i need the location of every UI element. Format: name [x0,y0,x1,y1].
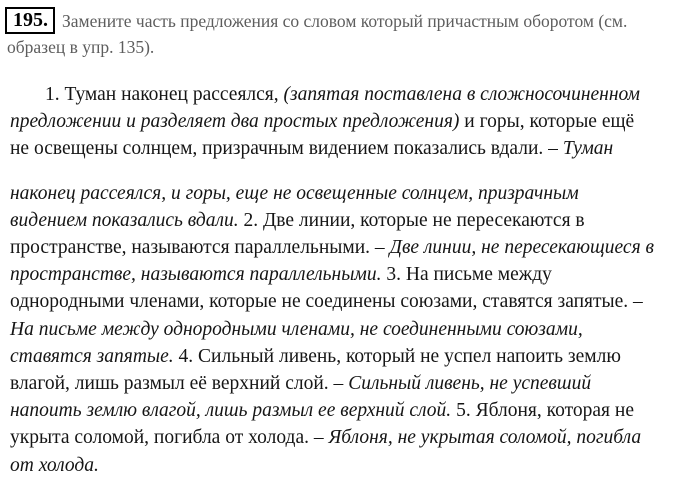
exercise-body [10,81,696,478]
text-line [10,207,696,234]
text-segment: однородными членами, которые не соединены союзами, ставятся запятые. – [10,291,643,313]
text-line [10,288,696,315]
italic-text-segment: наконец рассеялся, и горы, еще не освещенные солнцем, призрачным [10,182,579,204]
italic-text-segment: предложении и разделяет два простых предложения) [10,111,460,133]
instruction-text-line-2: образец в упр. 135). [7,37,155,57]
instruction-text-line-1: Замените часть предложения со словом который причастным оборотом (см. [62,10,628,31]
text-segment: укрыта соломой, погибла от холода. – [10,427,329,449]
text-segment: и горы, которые ещё [459,111,635,133]
text-segment: не освещены солнцем, призрачным видением показались вдали. – [10,138,563,160]
italic-text-segment: напоить землю влагой, лишь размыл ее верхний слой. [10,400,452,422]
text-segment: 1. Туман наконец рассеялся, [45,84,284,105]
text-line [10,343,696,370]
text-line [10,81,696,108]
exercise-header-line-1 [5,7,692,34]
italic-text-segment: пространстве, называются параллельными. [10,264,382,286]
text-line [10,424,696,451]
text-segment: пространстве, называются параллельными. – [10,237,390,259]
text-line [10,234,696,261]
text-segment: 3. На письме между [381,264,552,286]
text-line [10,180,696,207]
exercise-number-badge: 195. [5,7,55,34]
italic-text-segment: Две линии, не пересекающиеся в [389,237,654,259]
text-segment: влагой, лишь размыл её верхний слой. – [10,373,349,395]
text-line [10,316,696,343]
italic-text-segment: На письме между однородными членами, не соединенными союзами, [10,318,583,340]
italic-text-segment: (запятая поставлена в сложносочиненном [283,84,640,105]
text-line [10,261,696,288]
italic-text-segment: от холода. [10,454,99,476]
text-line [10,452,696,478]
italic-text-segment: видением показались вдали. [10,209,239,231]
italic-text-segment: Сильный ливень, не успевший [348,373,592,395]
text-line [10,397,696,424]
italic-text-segment: Яблоня, не укрытая соломой, погибла [328,427,642,449]
italic-text-segment: ставятся запятые. [10,345,174,367]
text-line [10,135,696,162]
text-segment: 5. Яблоня, которая не [451,400,634,422]
italic-text-segment: Туман [562,138,614,160]
text-line [10,108,696,135]
text-segment: 2. Две линии, которые не пересекаются в [238,209,585,231]
text-line [10,370,696,397]
exercise-header [5,7,692,60]
text-segment: 4. Сильный ливень, который не успел напоить землю [173,345,621,367]
